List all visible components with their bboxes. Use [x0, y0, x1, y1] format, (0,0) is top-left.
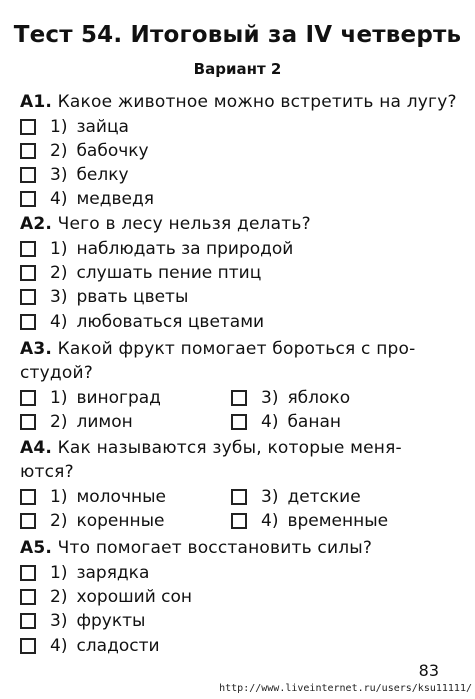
option-a5-1[interactable] [20, 563, 149, 583]
question-text: Чего в лесу нельзя делать? [57, 214, 311, 234]
option-a4-2[interactable] [20, 511, 164, 531]
option-a3-1[interactable] [20, 388, 161, 408]
answer-checkbox[interactable] [20, 638, 36, 654]
answer-checkbox[interactable] [20, 589, 36, 605]
option-number: 2) [50, 587, 68, 607]
answer-checkbox[interactable] [20, 191, 36, 207]
question-a4 [20, 438, 402, 458]
option-text: белку [76, 165, 129, 185]
option-a3-2[interactable] [20, 412, 133, 432]
question-a1 [20, 92, 457, 112]
question-a3-continued: студой? [20, 363, 93, 383]
answer-checkbox[interactable] [20, 289, 36, 305]
option-number: 3) [50, 611, 68, 631]
question-a3 [20, 339, 415, 359]
test-title: Тест 54. Итоговый за IV четверть [13, 22, 462, 48]
option-number: 1) [50, 239, 68, 259]
answer-checkbox[interactable] [231, 414, 247, 430]
option-a1-3[interactable] [20, 165, 129, 185]
option-text: бабочку [76, 141, 149, 161]
answer-checkbox[interactable] [231, 489, 247, 505]
option-a3-4[interactable] [231, 412, 341, 432]
option-number: 2) [50, 263, 68, 283]
question-number: А4. [20, 438, 53, 458]
option-text: молочные [76, 487, 166, 507]
footer-url: http://www.liveinternet.ru/users/ksu11111/ [219, 683, 472, 694]
option-text: виноград [76, 388, 161, 408]
option-a5-4[interactable] [20, 636, 160, 656]
answer-checkbox[interactable] [231, 513, 247, 529]
option-a3-3[interactable] [231, 388, 350, 408]
option-a2-2[interactable] [20, 263, 261, 283]
option-text: временные [287, 511, 389, 531]
option-text: детские [287, 487, 361, 507]
option-number: 4) [50, 189, 68, 209]
question-a5 [20, 538, 372, 558]
option-text: любоваться цветами [76, 312, 265, 332]
option-number: 2) [50, 511, 68, 531]
option-text: зарядка [76, 563, 150, 583]
option-text: слушать пение птиц [76, 263, 262, 283]
option-a1-2[interactable] [20, 141, 149, 161]
answer-checkbox[interactable] [20, 613, 36, 629]
option-number: 1) [50, 563, 68, 583]
question-number: А3. [20, 339, 53, 359]
option-text: зайца [76, 117, 129, 137]
answer-checkbox[interactable] [20, 143, 36, 159]
question-number: А1. [20, 92, 53, 112]
option-number: 3) [261, 487, 279, 507]
option-text: фрукты [76, 611, 146, 631]
question-a2 [20, 214, 311, 234]
option-a1-1[interactable] [20, 117, 129, 137]
option-a1-4[interactable] [20, 189, 154, 209]
option-number: 3) [50, 165, 68, 185]
answer-checkbox[interactable] [20, 489, 36, 505]
answer-checkbox[interactable] [20, 167, 36, 183]
question-text: Что помогает восстановить силы? [57, 538, 373, 558]
option-text: банан [287, 412, 342, 432]
question-text: Как называются зубы, которые меня- [57, 438, 402, 458]
variant-label: Вариант 2 [193, 60, 282, 78]
answer-checkbox[interactable] [20, 414, 36, 430]
option-number: 2) [50, 141, 68, 161]
option-text: яблоко [287, 388, 351, 408]
answer-checkbox[interactable] [20, 390, 36, 406]
option-number: 4) [261, 412, 279, 432]
option-number: 3) [261, 388, 279, 408]
answer-checkbox[interactable] [20, 513, 36, 529]
option-number: 1) [50, 388, 68, 408]
option-a5-2[interactable] [20, 587, 192, 607]
question-text: Какое животное можно встретить на лугу? [57, 92, 457, 112]
question-number: А2. [20, 214, 53, 234]
option-number: 4) [261, 511, 279, 531]
option-a5-3[interactable] [20, 611, 145, 631]
option-text: лимон [76, 412, 133, 432]
option-a2-4[interactable] [20, 312, 264, 332]
option-number: 4) [50, 636, 68, 656]
option-text: сладости [76, 636, 160, 656]
option-a2-1[interactable] [20, 239, 293, 259]
option-text: коренные [76, 511, 165, 531]
option-text: хороший сон [76, 587, 193, 607]
answer-checkbox[interactable] [231, 390, 247, 406]
option-text: наблюдать за природой [76, 239, 294, 259]
page-number: 83 [418, 661, 439, 680]
question-number: А5. [20, 538, 53, 558]
answer-checkbox[interactable] [20, 265, 36, 281]
option-a4-3[interactable] [231, 487, 361, 507]
answer-checkbox[interactable] [20, 565, 36, 581]
question-text: Какой фрукт помогает бороться с про- [57, 339, 416, 359]
answer-checkbox[interactable] [20, 241, 36, 257]
option-a4-1[interactable] [20, 487, 166, 507]
option-a2-3[interactable] [20, 287, 188, 307]
option-number: 4) [50, 312, 68, 332]
option-a4-4[interactable] [231, 511, 388, 531]
answer-checkbox[interactable] [20, 314, 36, 330]
option-text: медведя [76, 189, 154, 209]
option-number: 1) [50, 487, 68, 507]
answer-checkbox[interactable] [20, 119, 36, 135]
option-number: 3) [50, 287, 68, 307]
question-a4-continued: ются? [20, 462, 74, 482]
option-number: 2) [50, 412, 68, 432]
option-number: 1) [50, 117, 68, 137]
option-text: рвать цветы [76, 287, 189, 307]
